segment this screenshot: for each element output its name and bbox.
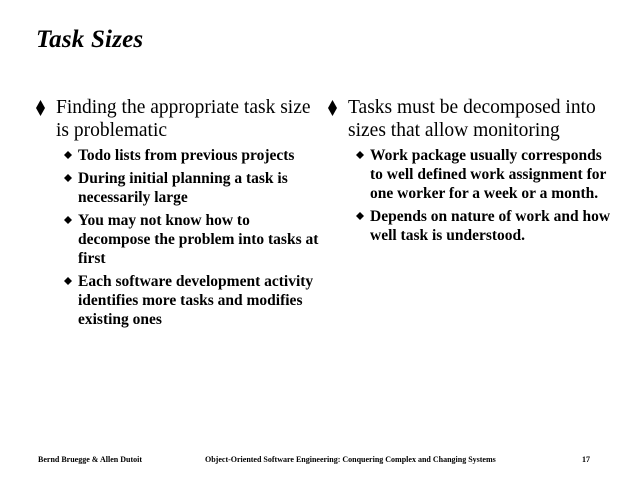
bullet-item-level2 xyxy=(36,169,326,207)
small-diamond-bullet-icon xyxy=(356,212,364,220)
sub-bullet-text: During initial planning a task is necessarily large xyxy=(78,170,288,206)
sub-bullet-text: Each software development activity identifies more tasks and modifies existing ones xyxy=(78,273,314,328)
bullet-item-level2 xyxy=(36,272,326,329)
small-diamond-bullet-icon xyxy=(64,277,72,285)
sub-list xyxy=(328,146,618,245)
page-number: 17 xyxy=(582,455,590,464)
small-diamond-bullet-icon xyxy=(64,216,72,224)
diamond-bullet-icon xyxy=(36,100,45,116)
sub-bullet-text: Todo lists from previous projects xyxy=(78,147,295,164)
small-diamond-bullet-icon xyxy=(356,151,364,159)
diamond-bullet-icon xyxy=(328,100,337,116)
bullet-item-level2 xyxy=(36,146,326,165)
sub-bullet-text: You may not know how to decompose the problem into tasks at first xyxy=(78,212,319,267)
footer-book-title: Object-Oriented Software Engineering: Conquering Complex and Changing Systems xyxy=(205,455,496,464)
sub-list xyxy=(36,146,326,329)
sub-bullet-text: Depends on nature of work and how well task is understood. xyxy=(370,208,611,244)
bullet-item-level1 xyxy=(36,96,326,142)
bullet-item-level2 xyxy=(328,207,618,245)
footer-authors: Bernd Bruegge & Allen Dutoit xyxy=(38,455,142,464)
small-diamond-bullet-icon xyxy=(64,174,72,182)
bullet-item-level1 xyxy=(328,96,618,142)
right-column xyxy=(328,96,618,245)
slide-title: Task Sizes xyxy=(36,26,144,53)
bullet-text: Tasks must be decomposed into sizes that allow monitoring xyxy=(348,97,596,141)
bullet-item-level2 xyxy=(328,146,618,203)
left-column xyxy=(36,96,326,329)
bullet-text: Finding the appropriate task size is problematic xyxy=(56,97,311,141)
bullet-item-level2 xyxy=(36,211,326,268)
sub-bullet-text: Work package usually corresponds to well defined work assignment for one worker for a week or a month. xyxy=(370,147,607,202)
small-diamond-bullet-icon xyxy=(64,151,72,159)
